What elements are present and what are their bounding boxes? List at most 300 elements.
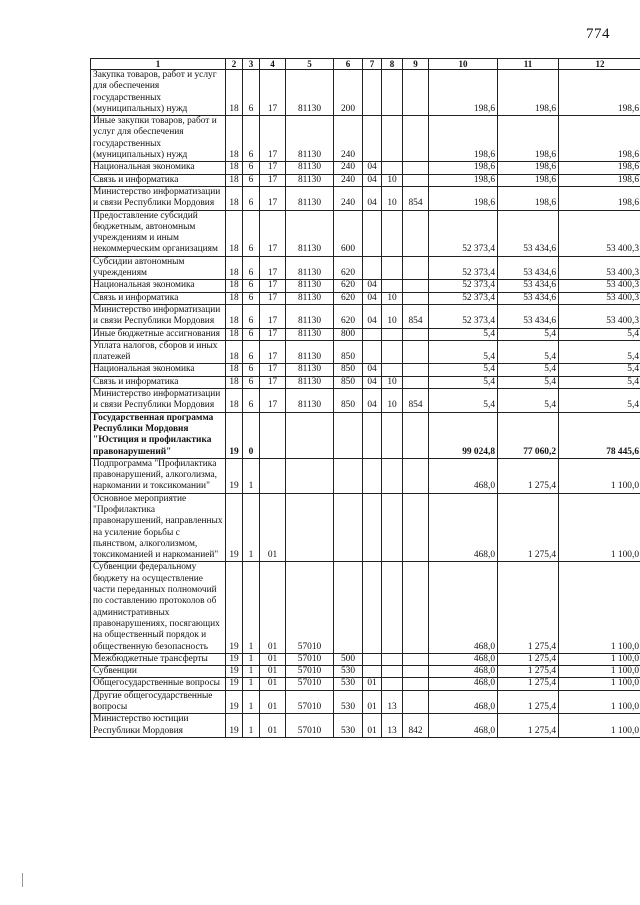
cell-col-8: [382, 340, 403, 364]
cell-col-8: 10: [382, 174, 403, 186]
cell-col-7: 04: [363, 304, 382, 328]
cell-col-5: 81130: [286, 292, 334, 304]
cell-col-12: 198,6: [559, 162, 640, 174]
cell-col-7: [363, 666, 382, 678]
cell-col-11: 53 434,6: [498, 256, 559, 280]
table-row: [91, 412, 640, 458]
table-row: [91, 256, 640, 280]
cell-col-12: 5,4: [559, 328, 640, 340]
cell-col-2: 18: [226, 292, 243, 304]
table-row: [91, 304, 640, 328]
table-row: [91, 280, 640, 292]
cell-col-4: 01: [260, 714, 286, 738]
cell-col-11: 1 275,4: [498, 458, 559, 493]
cell-col-10: 5,4: [429, 340, 498, 364]
cell-name: Связь и информатика: [91, 174, 226, 186]
cell-name: Иные бюджетные ассигнования: [91, 328, 226, 340]
cell-col-7: [363, 458, 382, 493]
cell-col-7: 04: [363, 162, 382, 174]
cell-col-12: 5,4: [559, 340, 640, 364]
cell-col-10: 198,6: [429, 162, 498, 174]
cell-col-6: 530: [334, 678, 363, 690]
column-header: 12: [559, 59, 640, 70]
cell-name: Связь и информатика: [91, 292, 226, 304]
cell-col-11: 5,4: [498, 328, 559, 340]
cell-col-4: 01: [260, 562, 286, 653]
cell-col-8: [382, 116, 403, 162]
cell-col-4: 17: [260, 280, 286, 292]
cell-col-12: 5,4: [559, 364, 640, 376]
cell-col-10: 198,6: [429, 70, 498, 116]
table-row: [91, 653, 640, 665]
cell-name: Министерство информатизации и связи Республики Мордовия: [91, 304, 226, 328]
table-row: [91, 364, 640, 376]
budget-table-container: [90, 58, 639, 738]
cell-col-7: 04: [363, 186, 382, 210]
cell-col-10: 198,6: [429, 186, 498, 210]
cell-col-4: 01: [260, 653, 286, 665]
cell-name: Связь и информатика: [91, 376, 226, 388]
cell-col-3: 6: [243, 340, 260, 364]
cell-col-4: 17: [260, 376, 286, 388]
cell-col-5: 81130: [286, 376, 334, 388]
cell-col-8: [382, 364, 403, 376]
cell-col-6: 240: [334, 116, 363, 162]
cell-name: Министерство информатизации и связи Республики Мордовия: [91, 389, 226, 413]
scan-mark: [22, 873, 23, 887]
cell-col-3: 6: [243, 304, 260, 328]
cell-col-9: [403, 493, 429, 562]
cell-col-9: 842: [403, 714, 429, 738]
cell-col-12: 53 400,3: [559, 304, 640, 328]
cell-col-11: 1 275,4: [498, 666, 559, 678]
cell-col-3: 6: [243, 376, 260, 388]
cell-name: Предоставление субсидий бюджетным, автономным учреждениям и иным некоммерческим организациям: [91, 210, 226, 256]
cell-col-5: 81130: [286, 210, 334, 256]
cell-col-7: [363, 493, 382, 562]
cell-col-2: 18: [226, 70, 243, 116]
cell-name: Основное мероприятие "Профилактика правонарушений, направленных на усиление борьбы с пьянством, алкоголизмом, токсикоманией и наркоманией": [91, 493, 226, 562]
cell-col-2: 18: [226, 389, 243, 413]
cell-col-8: [382, 412, 403, 458]
cell-col-7: [363, 340, 382, 364]
table-row: [91, 186, 640, 210]
cell-col-5: 57010: [286, 690, 334, 714]
cell-col-8: [382, 162, 403, 174]
cell-name: Министерство юстиции Республики Мордовия: [91, 714, 226, 738]
cell-col-12: 53 400,3: [559, 292, 640, 304]
cell-col-6: 240: [334, 162, 363, 174]
cell-col-9: [403, 678, 429, 690]
cell-col-3: 6: [243, 174, 260, 186]
cell-col-5: [286, 458, 334, 493]
cell-col-2: 18: [226, 376, 243, 388]
cell-name: Субсидии автономным учреждениям: [91, 256, 226, 280]
cell-col-4: 17: [260, 70, 286, 116]
cell-col-3: 1: [243, 493, 260, 562]
cell-col-4: [260, 412, 286, 458]
cell-name: Субвенции федеральному бюджету на осуществление части переданных полномочий по составлению протоколов об административных правонарушениях, посягающих на общественный порядок и общественную безопасность: [91, 562, 226, 653]
cell-col-3: 0: [243, 412, 260, 458]
cell-col-2: 19: [226, 493, 243, 562]
cell-col-3: 6: [243, 364, 260, 376]
table-row: [91, 174, 640, 186]
cell-col-2: 18: [226, 162, 243, 174]
cell-col-5: 81130: [286, 304, 334, 328]
cell-col-10: 468,0: [429, 458, 498, 493]
cell-col-12: 1 100,0: [559, 690, 640, 714]
cell-col-5: [286, 493, 334, 562]
cell-name: Межбюджетные трансферты: [91, 653, 226, 665]
cell-col-7: [363, 116, 382, 162]
column-header: 2: [226, 59, 243, 70]
cell-name: Другие общегосударственные вопросы: [91, 690, 226, 714]
cell-col-2: 19: [226, 666, 243, 678]
cell-col-9: [403, 376, 429, 388]
cell-col-3: 6: [243, 186, 260, 210]
cell-col-11: 5,4: [498, 376, 559, 388]
cell-col-2: 19: [226, 678, 243, 690]
column-header: 8: [382, 59, 403, 70]
cell-col-2: 19: [226, 458, 243, 493]
cell-col-10: 5,4: [429, 376, 498, 388]
table-row: [91, 562, 640, 653]
cell-col-7: [363, 210, 382, 256]
cell-col-5: 81130: [286, 70, 334, 116]
cell-col-3: 1: [243, 458, 260, 493]
table-row: [91, 690, 640, 714]
cell-col-2: 19: [226, 714, 243, 738]
cell-col-9: 854: [403, 389, 429, 413]
column-header: 3: [243, 59, 260, 70]
cell-name: Подпрограмма "Профилактика правонарушений, алкоголизма, наркомании и токсикомании": [91, 458, 226, 493]
cell-col-10: 198,6: [429, 116, 498, 162]
cell-col-10: 198,6: [429, 174, 498, 186]
cell-col-10: 5,4: [429, 328, 498, 340]
cell-col-9: [403, 292, 429, 304]
cell-col-10: 5,4: [429, 389, 498, 413]
cell-col-10: 52 373,4: [429, 210, 498, 256]
cell-col-7: 04: [363, 280, 382, 292]
cell-col-4: 17: [260, 162, 286, 174]
table-row: [91, 162, 640, 174]
cell-col-6: 850: [334, 364, 363, 376]
cell-name: Государственная программа Республики Мордовия "Юстиция и профилактика правонарушений": [91, 412, 226, 458]
cell-col-11: 53 434,6: [498, 304, 559, 328]
cell-col-6: 620: [334, 280, 363, 292]
cell-col-4: 17: [260, 340, 286, 364]
cell-name: Национальная экономика: [91, 280, 226, 292]
cell-col-8: 10: [382, 389, 403, 413]
cell-col-10: 52 373,4: [429, 280, 498, 292]
cell-col-6: 240: [334, 174, 363, 186]
cell-col-3: 6: [243, 256, 260, 280]
cell-col-6: 850: [334, 340, 363, 364]
cell-col-11: 5,4: [498, 364, 559, 376]
cell-name: Министерство информатизации и связи Республики Мордовия: [91, 186, 226, 210]
cell-col-2: 18: [226, 174, 243, 186]
table-row: [91, 340, 640, 364]
cell-col-10: 5,4: [429, 364, 498, 376]
cell-col-5: 81130: [286, 174, 334, 186]
cell-col-2: 18: [226, 186, 243, 210]
column-header: 7: [363, 59, 382, 70]
column-header: 11: [498, 59, 559, 70]
cell-col-4: 17: [260, 304, 286, 328]
cell-name: Субвенции: [91, 666, 226, 678]
cell-col-8: [382, 653, 403, 665]
cell-col-10: 468,0: [429, 653, 498, 665]
cell-col-8: 10: [382, 292, 403, 304]
cell-col-5: 81130: [286, 116, 334, 162]
cell-col-10: 468,0: [429, 678, 498, 690]
cell-col-12: 1 100,0: [559, 678, 640, 690]
cell-col-2: 19: [226, 412, 243, 458]
cell-col-8: [382, 210, 403, 256]
cell-col-5: 81130: [286, 328, 334, 340]
cell-name: Иные закупки товаров, работ и услуг для обеспечения государственных (муниципальных) нужд: [91, 116, 226, 162]
table-row: [91, 70, 640, 116]
cell-col-9: [403, 690, 429, 714]
table-row: [91, 389, 640, 413]
cell-col-12: 198,6: [559, 186, 640, 210]
cell-col-10: 99 024,8: [429, 412, 498, 458]
table-row: [91, 376, 640, 388]
cell-col-8: [382, 666, 403, 678]
cell-col-9: 854: [403, 304, 429, 328]
cell-col-9: [403, 210, 429, 256]
cell-name: Закупка товаров, работ и услуг для обеспечения государственных (муниципальных) нужд: [91, 70, 226, 116]
cell-col-2: 18: [226, 280, 243, 292]
cell-col-4: 17: [260, 364, 286, 376]
cell-col-5: [286, 412, 334, 458]
cell-col-2: 19: [226, 653, 243, 665]
cell-col-9: [403, 364, 429, 376]
cell-col-5: 81130: [286, 389, 334, 413]
cell-col-2: 18: [226, 256, 243, 280]
cell-col-6: 530: [334, 690, 363, 714]
cell-col-6: 530: [334, 714, 363, 738]
cell-col-9: [403, 412, 429, 458]
cell-col-4: 01: [260, 666, 286, 678]
column-header: 10: [429, 59, 498, 70]
cell-col-8: 10: [382, 186, 403, 210]
cell-col-9: [403, 162, 429, 174]
cell-col-6: 800: [334, 328, 363, 340]
cell-col-12: 1 100,0: [559, 714, 640, 738]
table-row: [91, 714, 640, 738]
cell-col-7: [363, 562, 382, 653]
cell-col-4: 01: [260, 690, 286, 714]
cell-col-3: 6: [243, 389, 260, 413]
cell-col-5: 57010: [286, 666, 334, 678]
cell-col-7: [363, 653, 382, 665]
cell-col-2: 19: [226, 562, 243, 653]
cell-col-10: 52 373,4: [429, 304, 498, 328]
table-row: [91, 666, 640, 678]
cell-col-6: [334, 412, 363, 458]
cell-col-2: 18: [226, 340, 243, 364]
cell-col-7: 01: [363, 678, 382, 690]
cell-col-4: 17: [260, 328, 286, 340]
cell-col-8: [382, 493, 403, 562]
cell-col-6: [334, 562, 363, 653]
table-body: [91, 70, 640, 738]
table-row: [91, 116, 640, 162]
page-number: 774: [586, 26, 610, 42]
cell-col-5: 81130: [286, 340, 334, 364]
cell-col-6: 530: [334, 666, 363, 678]
table-row: [91, 678, 640, 690]
cell-col-9: [403, 666, 429, 678]
cell-col-12: 53 400,3: [559, 280, 640, 292]
cell-col-11: 53 434,6: [498, 210, 559, 256]
cell-col-2: 19: [226, 690, 243, 714]
cell-col-7: 01: [363, 690, 382, 714]
cell-col-12: 1 100,0: [559, 666, 640, 678]
cell-col-6: 500: [334, 653, 363, 665]
cell-col-2: 18: [226, 328, 243, 340]
cell-col-4: 17: [260, 116, 286, 162]
table-row: [91, 458, 640, 493]
cell-col-10: 468,0: [429, 666, 498, 678]
cell-col-3: 1: [243, 666, 260, 678]
cell-col-12: 198,6: [559, 174, 640, 186]
cell-name: Национальная экономика: [91, 162, 226, 174]
cell-col-4: 17: [260, 292, 286, 304]
cell-col-12: 198,6: [559, 116, 640, 162]
cell-col-7: 01: [363, 714, 382, 738]
cell-col-2: 18: [226, 304, 243, 328]
cell-col-6: 620: [334, 256, 363, 280]
cell-col-8: 13: [382, 714, 403, 738]
cell-col-2: 18: [226, 364, 243, 376]
cell-col-9: [403, 562, 429, 653]
cell-col-12: 53 400,3: [559, 210, 640, 256]
cell-col-11: 1 275,4: [498, 562, 559, 653]
cell-col-12: 1 100,0: [559, 562, 640, 653]
cell-col-7: [363, 70, 382, 116]
cell-col-5: 81130: [286, 186, 334, 210]
cell-col-12: 198,6: [559, 70, 640, 116]
cell-col-8: 10: [382, 376, 403, 388]
cell-col-3: 6: [243, 280, 260, 292]
cell-col-6: [334, 493, 363, 562]
cell-col-7: [363, 256, 382, 280]
cell-col-5: 81130: [286, 256, 334, 280]
cell-col-4: 17: [260, 174, 286, 186]
cell-col-7: [363, 412, 382, 458]
cell-col-6: 850: [334, 389, 363, 413]
cell-col-8: [382, 458, 403, 493]
column-header: 5: [286, 59, 334, 70]
cell-col-4: [260, 458, 286, 493]
cell-col-10: 468,0: [429, 493, 498, 562]
cell-col-4: 17: [260, 389, 286, 413]
cell-col-7: 04: [363, 174, 382, 186]
cell-col-11: 77 060,2: [498, 412, 559, 458]
cell-col-11: 1 275,4: [498, 678, 559, 690]
cell-col-11: 1 275,4: [498, 653, 559, 665]
cell-col-5: 57010: [286, 714, 334, 738]
cell-name: Национальная экономика: [91, 364, 226, 376]
cell-col-6: 200: [334, 70, 363, 116]
cell-col-2: 18: [226, 210, 243, 256]
cell-col-6: 600: [334, 210, 363, 256]
cell-col-11: 198,6: [498, 162, 559, 174]
cell-col-12: 5,4: [559, 376, 640, 388]
budget-table: [90, 58, 640, 738]
column-header: 1: [91, 59, 226, 70]
cell-col-10: 52 373,4: [429, 292, 498, 304]
cell-col-11: 5,4: [498, 389, 559, 413]
table-header: [91, 59, 640, 70]
cell-col-8: [382, 328, 403, 340]
cell-col-9: [403, 256, 429, 280]
cell-col-7: 04: [363, 364, 382, 376]
header-row: [91, 59, 640, 70]
cell-col-11: 198,6: [498, 186, 559, 210]
cell-col-8: [382, 256, 403, 280]
column-header: 9: [403, 59, 429, 70]
cell-col-7: 04: [363, 389, 382, 413]
cell-col-5: 57010: [286, 678, 334, 690]
cell-col-12: 53 400,3: [559, 256, 640, 280]
cell-col-10: 468,0: [429, 562, 498, 653]
cell-col-8: [382, 562, 403, 653]
cell-col-12: 1 100,0: [559, 653, 640, 665]
cell-col-3: 6: [243, 116, 260, 162]
cell-col-5: 81130: [286, 162, 334, 174]
cell-col-3: 6: [243, 210, 260, 256]
cell-col-9: [403, 458, 429, 493]
cell-col-3: 6: [243, 292, 260, 304]
cell-col-12: 5,4: [559, 389, 640, 413]
cell-col-2: 18: [226, 116, 243, 162]
cell-col-3: 1: [243, 690, 260, 714]
table-row: [91, 210, 640, 256]
cell-col-4: 01: [260, 493, 286, 562]
cell-col-5: 81130: [286, 364, 334, 376]
cell-col-11: 1 275,4: [498, 690, 559, 714]
cell-name: Общегосударственные вопросы: [91, 678, 226, 690]
cell-col-8: 10: [382, 304, 403, 328]
cell-col-10: 468,0: [429, 690, 498, 714]
table-row: [91, 292, 640, 304]
cell-col-5: 57010: [286, 653, 334, 665]
cell-col-9: [403, 653, 429, 665]
cell-col-8: [382, 280, 403, 292]
cell-col-10: 52 373,4: [429, 256, 498, 280]
cell-col-7: 04: [363, 376, 382, 388]
cell-col-11: 198,6: [498, 174, 559, 186]
cell-col-12: 1 100,0: [559, 493, 640, 562]
cell-col-3: 1: [243, 678, 260, 690]
cell-col-9: [403, 280, 429, 292]
cell-col-7: [363, 328, 382, 340]
cell-col-4: 17: [260, 256, 286, 280]
cell-col-9: [403, 328, 429, 340]
table-row: [91, 493, 640, 562]
cell-col-6: 240: [334, 186, 363, 210]
cell-col-12: 1 100,0: [559, 458, 640, 493]
cell-col-8: 13: [382, 690, 403, 714]
cell-name: Уплата налогов, сборов и иных платежей: [91, 340, 226, 364]
cell-col-11: 53 434,6: [498, 280, 559, 292]
cell-col-9: [403, 174, 429, 186]
cell-col-10: 468,0: [429, 714, 498, 738]
cell-col-3: 6: [243, 162, 260, 174]
